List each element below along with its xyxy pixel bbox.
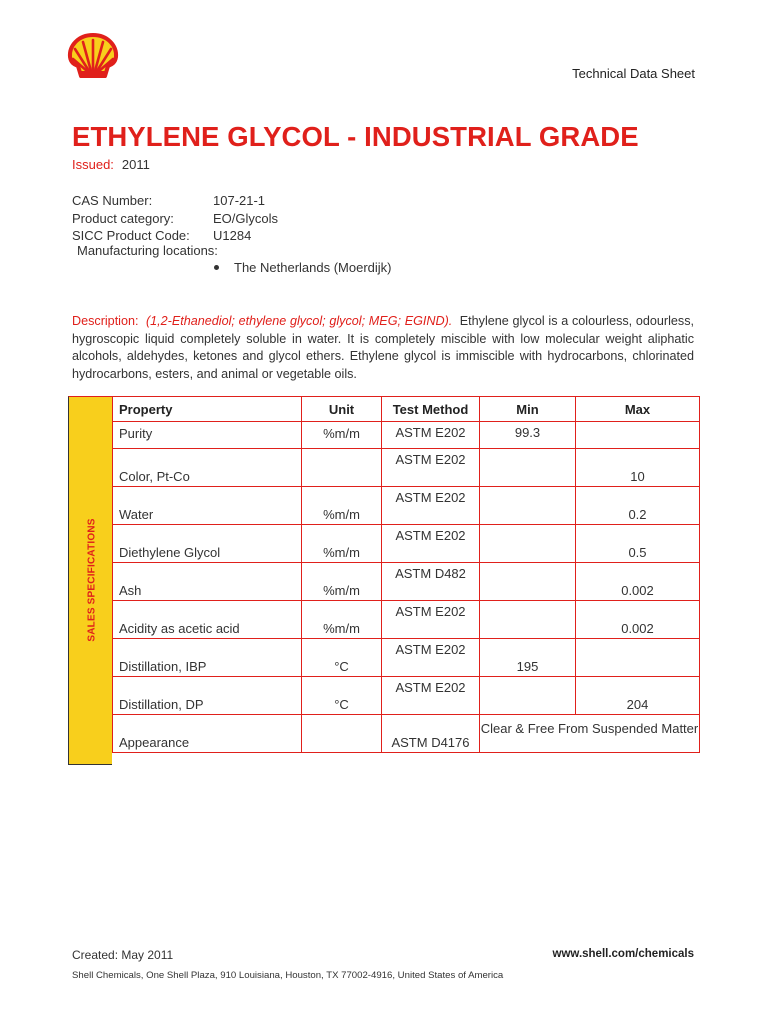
header-min: Min [480, 397, 576, 422]
max-text: 0.5 [628, 545, 647, 560]
cell-min [480, 563, 576, 601]
header-max: Max [576, 397, 700, 422]
meta-label: Product category: [72, 210, 174, 226]
max-text: 0.002 [621, 621, 654, 636]
sales-spec-label: SALES SPECIFICATIONS [86, 518, 98, 642]
cell-unit [302, 601, 382, 639]
unit-text: %m/m [323, 621, 360, 636]
max-text [576, 639, 699, 659]
unit-text: %m/m [323, 507, 360, 522]
cell-unit [302, 677, 382, 715]
cell-method [382, 715, 480, 753]
cell-method [382, 601, 480, 639]
bullet-icon [214, 265, 219, 270]
property-text: Acidity as acetic acid [119, 621, 240, 636]
cell-min [480, 525, 576, 563]
table-row [113, 525, 700, 563]
max-text [576, 422, 699, 442]
unit-text [302, 715, 381, 735]
issued-line [72, 157, 150, 172]
method-text: ASTM E202 [395, 425, 466, 440]
cell-property [113, 422, 302, 449]
description-synonyms: (1,2-Ethanediol; ethylene glycol; glycol; MEG; EGIND). [145, 314, 453, 328]
cell-method [382, 639, 480, 677]
description [72, 313, 694, 383]
cell-min [480, 449, 576, 487]
unit-text: %m/m [323, 426, 360, 441]
cell-property [113, 525, 302, 563]
meta-value: 107-21-1 [213, 193, 266, 208]
min-text [480, 525, 575, 545]
issued-value: 2011 [121, 157, 150, 172]
unit-text: °C [334, 697, 349, 712]
cell-unit [302, 563, 382, 601]
cell-property [113, 563, 302, 601]
cell-property [113, 449, 302, 487]
meta-value: U1284 [213, 228, 252, 243]
meta-label: CAS Number: [72, 193, 153, 208]
table-row [113, 563, 700, 601]
cell-unit [302, 487, 382, 525]
manufacturing-label: Manufacturing locations: [77, 243, 218, 258]
min-text: 99.3 [514, 425, 541, 440]
appearance-text: Clear & Free From Suspended Matter [480, 721, 699, 736]
cell-unit [302, 449, 382, 487]
method-text: ASTM E202 [395, 642, 466, 657]
description-text: Ethylene glycol is a colourless, odourless, hygroscopic liquid completely soluble in water. It is completely miscible with low molecular weight aliphatic alcohols, aldehydes, ketones and glycol ethers. Ethylene glycol is immiscible with hydrocarbons, chlorinated hydrocarbons, esters, and animal or vegetable oils. [72, 314, 695, 381]
property-text: Diethylene Glycol [119, 545, 221, 560]
max-text: 0.2 [628, 507, 647, 522]
cell-method [382, 487, 480, 525]
property-text: Color, Pt-Co [119, 469, 190, 484]
cell-max [576, 677, 700, 715]
max-text: 10 [630, 469, 645, 484]
cell-max [576, 639, 700, 677]
method-text: ASTM D4176 [391, 735, 470, 750]
header-unit: Unit [302, 397, 382, 422]
method-text: ASTM E202 [395, 680, 466, 695]
cell-property [113, 601, 302, 639]
cell-unit [302, 422, 382, 449]
shell-logo [66, 32, 120, 82]
cell-unit [302, 715, 382, 753]
min-text [480, 601, 575, 621]
property-text: Distillation, DP [119, 697, 204, 712]
unit-text: %m/m [323, 545, 360, 560]
document-type: Technical Data Sheet [572, 66, 695, 81]
property-text: Water [119, 507, 154, 522]
issued-label: Issued: [72, 157, 114, 172]
company-address: Shell Chemicals, One Shell Plaza, 910 Louisiana, Houston, TX 77002-4916, United States of America [72, 970, 504, 981]
cell-max [576, 449, 700, 487]
table-row-appearance [113, 715, 700, 753]
method-text: ASTM E202 [395, 528, 466, 543]
table-row [113, 422, 700, 449]
table-row [113, 487, 700, 525]
table-row [113, 677, 700, 715]
cell-max [576, 525, 700, 563]
table-row [113, 639, 700, 677]
unit-text [302, 449, 381, 469]
cell-unit [302, 525, 382, 563]
property-text: Distillation, IBP [119, 659, 207, 674]
unit-text: °C [334, 659, 349, 674]
cell-min [480, 422, 576, 449]
cell-method [382, 563, 480, 601]
table-row [113, 601, 700, 639]
property-text: Appearance [119, 735, 190, 750]
table-header-row [113, 397, 700, 422]
max-text: 204 [626, 697, 649, 712]
meta-label: SICC Product Code: [72, 228, 190, 243]
method-text: ASTM E202 [395, 604, 466, 619]
cell-min [480, 639, 576, 677]
cell-property [113, 487, 302, 525]
cell-method [382, 449, 480, 487]
cell-max [576, 422, 700, 449]
cell-min [480, 601, 576, 639]
cell-method [382, 525, 480, 563]
cell-property [113, 677, 302, 715]
meta-row-cas [72, 192, 278, 210]
cell-max [576, 563, 700, 601]
method-text: ASTM E202 [395, 452, 466, 467]
min-text: 195 [516, 659, 539, 674]
cell-method [382, 677, 480, 715]
cell-max [576, 601, 700, 639]
meta-row-category [72, 210, 278, 228]
product-meta [72, 192, 278, 245]
header-method: Test Method [382, 397, 480, 422]
min-text [480, 449, 575, 469]
cell-method [382, 422, 480, 449]
cell-min [480, 677, 576, 715]
cell-appearance-value [480, 715, 700, 753]
min-text [480, 487, 575, 507]
page-title: ETHYLENE GLYCOL - INDUSTRIAL GRADE [72, 121, 639, 152]
meta-row-sicc [72, 227, 278, 245]
method-text: ASTM E202 [395, 490, 466, 505]
max-text: 0.002 [621, 583, 654, 598]
cell-unit [302, 639, 382, 677]
method-text: ASTM D482 [395, 566, 466, 581]
header-property: Property [113, 397, 302, 422]
cell-property [113, 715, 302, 753]
description-label: Description: [72, 314, 139, 328]
created-date: Created: May 2011 [72, 948, 174, 962]
table-row [113, 449, 700, 487]
meta-value: EO/Glycols [213, 210, 279, 226]
property-text: Purity [119, 426, 153, 441]
website-link[interactable]: www.shell.com/chemicals [552, 948, 694, 960]
unit-text: %m/m [323, 583, 360, 598]
location-item [214, 260, 392, 275]
location-text: The Netherlands (Moerdijk) [234, 260, 392, 275]
min-text [480, 563, 575, 583]
min-text [480, 677, 575, 697]
property-text: Ash [119, 583, 142, 598]
cell-property [113, 639, 302, 677]
spec-table [112, 396, 700, 753]
cell-min [480, 487, 576, 525]
cell-max [576, 487, 700, 525]
